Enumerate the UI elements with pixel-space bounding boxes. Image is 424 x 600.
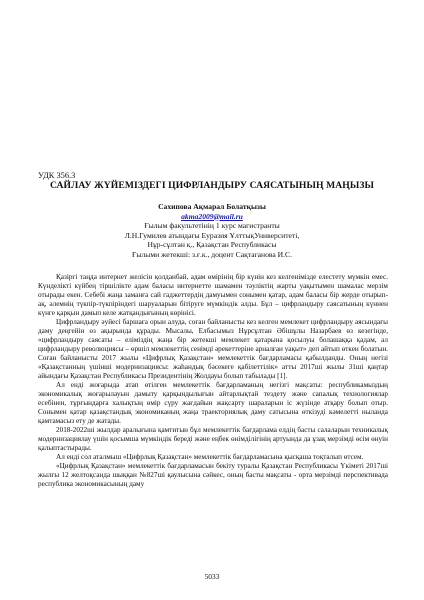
- body-paragraph: Қазіргі таңда интернет желісін қолданбай, адам өмірінің бір күнін кез келгенімізде елестету мүмкін емес. Күнделікті күйбең тіршілікте адам баласы интернетте шамамен тәуліктің жарты уақытымен шамалас мерзім отырады екен. Себебі жаңа заманға сай гаджеттердің дамуымен сонымен қатар, адам баласы бір жерде отырып-ақ, әлемнің түкпір-түкпіріндегі шаруаларын бітіруге мүмкіндік алды. Бұл – цифрландыру саясатының күннен күнге қарқын дамып келе жатқандығының көрінісі.: [38, 273, 388, 318]
- author-email-line: [0, 212, 424, 222]
- page-number: 5033: [204, 572, 220, 581]
- body-paragraph: Цифрландыру әуйесі баршаға орын алуда, соған байланысты кез келген мемлекет цифрландыру аясындағы даму деңгейін өз ақырында құрады. Мысалы, Елбасымыз Нұрсұлтан Әбішұлы Назарбаев өз кезегінде, «цифрландыру саясаты – еліміздің жаңа бір жетекші мемлекет қатарына қосылуы болашаққа қадам, ал цифрландыру революциясы – өршіл мемлекеттің сенімді әрекеттеріне арналған уақыт» деп айтып өткен болатын. Соған байланысты 2017 жылы «Цифрлық Қазақстан» мемлекеттік бағдарламасы қабылданды. Оның негізі «Қазақстанның үшінші модернизациясы: жаһандық бәсекеге қабілеттілік» атты 2017ші жылы 31ші қаңтар айындағы Қазақстан Республикасы Президентінің Жолдауы болып табылады [1].: [38, 318, 388, 381]
- article-body: [38, 273, 388, 489]
- author-affiliation-line: Ғылым факультетінің 1 курс магистранты: [144, 221, 280, 230]
- article-title: САЙЛАУ ЖҮЙЕМІЗДЕГІ ЦИФРЛАНДЫРУ САЯСАТЫНЫҢ МАҢЫЗЫ: [49, 180, 375, 191]
- author-name: Сахипова Ақмарал Болатқызы: [158, 202, 266, 211]
- body-paragraph: 2018-2022ші жылдар аралығына қамтитын бұл мемлекеттік бағдарлама елдің басты салаларын техникалық модернизациялау үшін қосымша мүмкіндік береді және еңбек өнімділігінің артуында да ұзақ мерзімді өсім өнуін қалыптастырады.: [38, 426, 388, 453]
- body-paragraph: Ал енді сол аталмыш «Цифрлық Қазақстан» мемлекеттік бағдарламасына қысқаша тоқталып өтсем.: [56, 453, 364, 462]
- udk-code: УДК 356.3: [38, 171, 76, 180]
- author-affiliation-line: Ғылыми жетекші: з.ғ.к., доцент Сақтаганова И.С.: [131, 249, 293, 259]
- body-paragraph: «Цифрлық Қазақстан» мемлекеттік бағдарламасын бекіту туралы Қазақстан Республикасы Үкіметі 2017ші жылғы 12 желтоқсанда шыққан №827ші қаулысына сәйкес, оның басты мақсаты - орта мерзімді перспективада республика экономикасының даму: [38, 462, 388, 489]
- author-block: [0, 202, 424, 259]
- author-affiliation-line: Л.Н.Гумилев атындағы Еуразия ҰлттықУниверситеті,: [124, 230, 300, 240]
- author-email-link[interactable]: akma2009@mail.ru: [181, 211, 243, 221]
- author-affiliation-line: Нұр-сұлтан қ., Қазақстан Республикасы: [147, 240, 277, 249]
- body-paragraph: Ал енді жоғарыда атап өтілген мемлекеттік бағдарламаның негізгі мақсаты: республикамыздың экономикалық жоғарылауын дамыту қарқындылығын айтарлықтай тездету және сапалық технологиялар есебінен, тұрғындарға халықтың өмір сүру жағдайын жақсарту шараларын іс жүзінде атқару болып отыр. Сонымен қатар қазақстандық экономиканың жаңа траекториялық даму сатысына өткізуді кәмелетті ныланда қамтамасыз ету де жатады.: [38, 381, 388, 426]
